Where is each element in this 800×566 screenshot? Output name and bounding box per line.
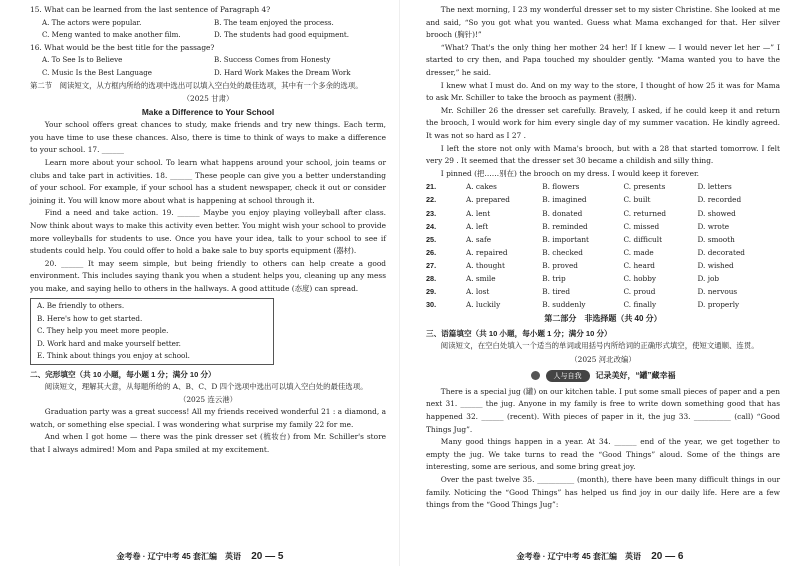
right-page <box>400 0 800 566</box>
question-16-options <box>30 54 386 79</box>
options-row: 25. A. safe B. important C. difficult D. smooth <box>426 234 735 244</box>
cloze-options-table <box>426 180 780 311</box>
options-row: 29. A. lost B. tired C. proud D. nervous <box>426 287 738 297</box>
passage-title: Make a Difference to Your School <box>141 107 275 118</box>
option: C. Music Is the Best Language <box>42 67 152 77</box>
page-number: 20 — 5 <box>251 551 284 562</box>
box-option: D. Work hard and make yourself better. <box>37 338 181 348</box>
badge-text: 记录美好，“罐”藏幸福 <box>595 371 676 381</box>
options-row: 30. A. luckily B. suddenly C. finally D. properly <box>426 300 740 310</box>
paragraph: Learn more about your school. To learn what happens around your school, join teams or clubs and take part in activities. 18. ______ These people can give you a better understanding of your school. For example, if your school has a student newspaper, check it out or consider joining it. You will know more about what is happening at school through it. <box>30 157 386 205</box>
badge-pill: 人与自我 <box>546 370 590 382</box>
options-row: 28. A. smile B. trip C. hobby D. job <box>426 273 720 283</box>
section2-instructions: 第二节 阅读短文，从方框内所给的选项中选出可以填入空白处的最佳选项，其中有一个多余的选项。 <box>30 80 363 90</box>
cloze-paragraph: I knew what I must do. And on my way to the store, I thought of how 25 it was for Mama to ask Mr. Schiller to take the brooch as payment (报酬). <box>426 80 780 103</box>
option: A. The actors were popular. <box>42 17 142 27</box>
badge-dot-icon <box>531 371 540 380</box>
source-label: （2025 河北改编） <box>570 354 636 364</box>
fill-paragraph: There is a special jug (罐) on our kitchen table. I put some small pieces of paper and a pen next 31. ______ the jug. Anyone in my family is free to write down something good that has happened 32. ______ (recent). With pieces of paper in it, the jug 33. __________ (call) “Good Things Jug”. <box>426 386 780 434</box>
paragraph: Your school offers great chances to study, make friends and try new things. Each term, you have time to use these chances. Also, there is time to think of ways to make a difference to your school. 17. ______ <box>30 120 386 155</box>
options-row: 23. A. lent B. donated C. returned D. showed <box>426 208 736 218</box>
question-15-options <box>30 17 386 42</box>
source-label: （2025 连云港） <box>178 395 238 405</box>
options-box <box>30 298 274 364</box>
page-footer <box>400 551 800 562</box>
cloze-section-heading: 二、完形填空（共 10 小题，每小题 1 分；满分 10 分） <box>30 369 216 379</box>
box-option: E. Think about things you enjoy at school. <box>37 351 190 361</box>
box-option: A. Be friendly to others. <box>37 301 125 311</box>
source-label: （2025 甘肃） <box>182 94 234 104</box>
question-16-stem: 16. What would be the best title for the passage? <box>30 42 215 52</box>
options-row: 26. A. repaired B. checked C. made D. decorated <box>426 247 745 257</box>
options-row: 22. A. prepared B. imagined C. built D. recorded <box>426 195 742 205</box>
cloze-paragraph: Graduation party was a great success! All my friends received wonderful 21 : a diamond, a watch, or something else special. I was wondering what surprise my family 22 for me. <box>30 407 386 429</box>
theme-badge <box>426 370 780 382</box>
cloze-paragraph: Mr. Schiller 26 the dresser set carefully. Bravely, I asked, if he could keep it and return the brooch, I would work for him every single day of my summer vacation. He kindly agreed. It was not so hard as I 27 . <box>426 105 780 140</box>
cloze-paragraph: And when I got home — there was the pink dresser set (梳妆台) from Mr. Schiller's store that I always admired! Mom and Papa smiled at my excitement. <box>30 432 386 454</box>
cloze-paragraph: I left the store not only with Mama's brooch, but with a 28 that started tomorrow. I felt very 29 . It seemed that the dresser set 30 became a childish and silly thing. <box>426 143 780 166</box>
paragraph: Find a need and take action. 19. ______ Maybe you enjoy playing volleyball after class. Now think about ways to make this activity even better. You might wish your school to provide more volleyballs for students to use. Once you have your idea, talk to your school to see if students could help. You could offer to hold a bake sale to buy sports equipment (器材). <box>30 208 386 256</box>
fill-section-heading: 三、语篇填空（共 10 小题，每小题 1 分；满分 10 分） <box>426 329 612 339</box>
part2-heading: 第二部分 非选择题（共 40 分） <box>544 314 662 324</box>
option: A. To See Is to Believe <box>42 55 123 65</box>
option: D. Hard Work Makes the Dream Work <box>214 67 351 77</box>
option: B. The team enjoyed the process. <box>214 17 334 27</box>
footer-text: 金考卷 · 辽宁中考 45 套汇编 英语 <box>116 552 241 561</box>
page-footer <box>0 551 400 562</box>
option: D. The students had good equipment. <box>214 30 349 40</box>
paragraph: 20. ______ It may seem simple, but being friendly to others can help create a good environment. This includes saying thank you when a student helps you, cleaning up any mess you make, and saying hello to others in the hallways. A good attitude (态度) can spread. <box>30 258 386 293</box>
options-row: 27. A. thought B. proved C. heard D. wished <box>426 260 734 270</box>
cloze-paragraph: The next morning, I 23 my wonderful dresser set to my sister Christine. She looked at me and said, “So you got what you wanted. Guess what Mama exchanged for that. Her silver brooch (胸针)!” <box>426 5 780 40</box>
page-number: 20 — 6 <box>651 551 684 562</box>
box-option: B. Here's how to get started. <box>37 313 143 323</box>
option: B. Success Comes from Honesty <box>214 55 331 65</box>
options-row: 21. A. cakes B. flowers C. presents D. letters <box>426 182 732 192</box>
fill-paragraph: Over the past twelve 35. __________ (month), there have been many difficult things in our family. Noticing the “Good Things” has helped us find joy in our daily life. Here are a few things from the “Good Things Jug”: <box>426 475 780 510</box>
box-option: C. They help you meet more people. <box>37 326 169 336</box>
fill-instructions: 阅读短文，在空白处填入一个适当的单词或用括号内所给词的正确形式填空，使短文通顺、连贯。 <box>440 341 759 351</box>
cloze-instructions: 阅读短文，理解其大意，从每题所给的 A、B、C、D 四个选项中选出可以填入空白处的最佳选项。 <box>44 381 368 391</box>
options-row: 24. A. left B. reminded C. missed D. wrote <box>426 221 730 231</box>
cloze-paragraph: I pinned (把……别在) the brooch on my dress. I would keep it forever. <box>440 168 700 178</box>
cloze-paragraph: “What? That's the only thing her mother 24 her! If I knew — I would never let her —” I started to cry then, and Papa touched my shoulder gently. “Mama wanted you to have the dresser,” he said. <box>426 42 780 77</box>
option: C. Meng wanted to make another film. <box>42 30 181 40</box>
fill-paragraph: Many good things happen in a year. At 34. ______ end of the year, we get together to empty the jug. We take turns to read the “Good Things” aloud. Some of the things are interesting, some are serious, and some bring great joy. <box>426 437 780 472</box>
footer-text: 金考卷 · 辽宁中考 45 套汇编 英语 <box>516 552 641 561</box>
question-15-stem: 15. What can be learned from the last sentence of Paragraph 4? <box>30 5 271 14</box>
